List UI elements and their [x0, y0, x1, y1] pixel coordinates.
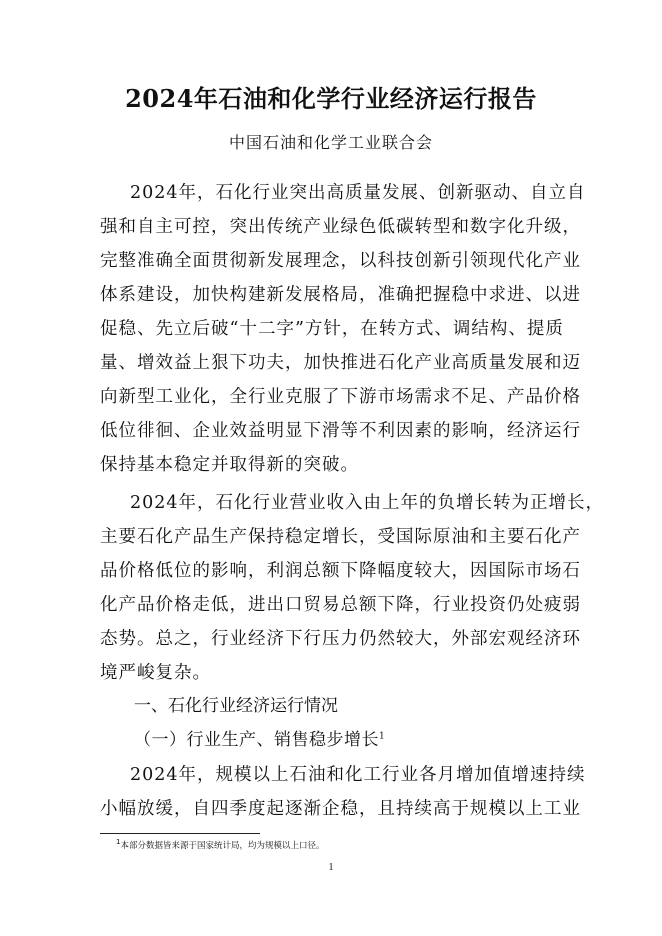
- section-heading: 一、石化行业经济运行情况: [134, 696, 338, 716]
- paragraph-line: 保持基本稳定并取得新的突破。: [100, 455, 359, 475]
- paragraph-line: 主要石化产品生产保持稳定增长，受国际原油和主要石化产: [100, 527, 581, 547]
- paragraph-line: 向新型工业化，全行业克服了下游市场需求不足、产品价格: [100, 387, 581, 407]
- paragraph-line: 低位徘徊、企业效益明显下滑等不利因素的影响，经济运行: [100, 421, 581, 441]
- paragraph-line: 2024年，石化行业营业收入由上年的负增长转为正增长，: [130, 493, 605, 513]
- paragraph-line: 量、增效益上狠下功夫，加快推进石化产业高质量发展和迈: [100, 353, 581, 373]
- organization-name: 中国石油和化学工业联合会: [228, 133, 433, 152]
- page-number: 1: [328, 862, 334, 873]
- footnote-mark: 1: [116, 838, 121, 847]
- paragraph-line: 强和自主可控，突出传统产业绿色低碳转型和数字化升级，: [100, 217, 581, 237]
- subsection-heading: [134, 728, 385, 752]
- paragraph-line: 小幅放缓，自四季度起逐渐企稳，且持续高于规模以上工业: [100, 799, 581, 819]
- paragraph-line: 化产品价格走低，进出口贸易总额下降，行业投资仍处疲弱: [100, 595, 581, 615]
- subsection-heading-text: （一）行业生产、销售稳步增长: [134, 730, 379, 750]
- document-title: 2024年石油和化学行业经济运行报告: [125, 84, 537, 113]
- paragraph-line: 促稳、先立后破“十二字”方针，在转方式、调结构、提质: [100, 319, 564, 339]
- paragraph-line: 品价格低位的影响，利润总额下降幅度较大，因国际市场石: [100, 561, 581, 581]
- footnote-text: 本部分数据皆来源于国家统计局，均为规模以上口径。: [120, 841, 325, 851]
- paragraph-line: 2024年，石化行业突出高质量发展、创新驱动、自立自: [130, 183, 586, 203]
- paragraph-line: 体系建设，加快构建新发展格局，准确把握稳中求进、以进: [100, 285, 581, 305]
- paragraph-line: 态势。总之，行业经济下行压力仍然较大，外部宏观经济环: [100, 629, 581, 649]
- paragraph-line: 2024年，规模以上石油和化工行业各月增加值增速持续: [130, 765, 586, 785]
- paragraph-line: 境严峻复杂。: [100, 663, 211, 683]
- footnote-divider: [100, 833, 260, 834]
- footnote: [116, 840, 324, 852]
- paragraph-line: 完整准确全面贯彻新发展理念，以科技创新引领现代化产业: [100, 251, 581, 271]
- footnote-reference[interactable]: 1: [379, 731, 386, 742]
